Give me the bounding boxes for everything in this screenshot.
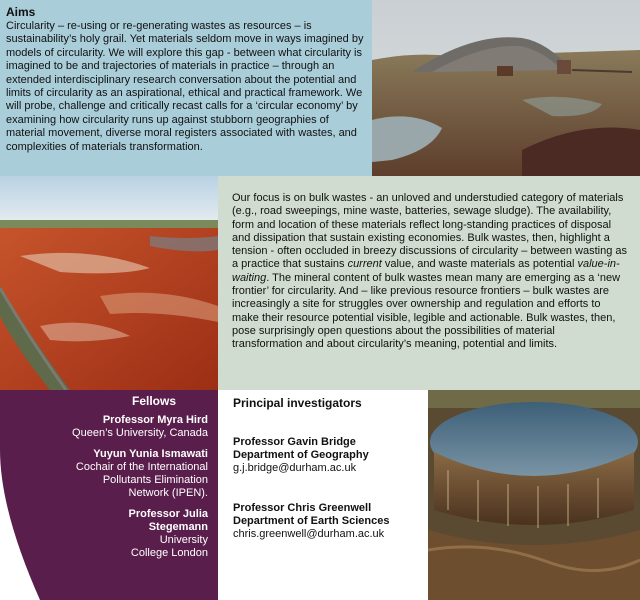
- fellow-affiliation: University College London: [130, 534, 208, 559]
- investigators-panel: [218, 390, 428, 600]
- fellow-name: Professor Myra Hird: [102, 414, 208, 426]
- focus-body: [232, 192, 628, 352]
- focus-text-2: value, and waste materials as potential: [381, 258, 578, 271]
- investigator-email[interactable]: g.j.bridge@durham.ac.uk: [233, 462, 357, 474]
- red-tailings-photo: [0, 176, 218, 390]
- fellows-title: Fellows: [131, 394, 176, 408]
- fellow-affiliation: Cochair of the International Pollutants Elimination Network (IPEN).: [75, 461, 208, 499]
- overflow-pond-photo: [428, 390, 640, 600]
- investigator-department: Department of Geography: [233, 449, 369, 461]
- aims-panel: [0, 0, 372, 176]
- aims-body: Circularity – re-using or re-generating wastes as resources – is sustainability’s holy grail. Yet materials seldom move in ways imagined by models of circularity. We will explore this gap - between what circularity is imagined to be and trajectories of materials in practice – through an extended interdisciplinary research conversation about the potential and limits of circularity as an aspirational, ethical and practical framework. We will probe, challenge and critically recast calls for a ‘circular economy’ by examining how circularity runs up against stubborn geographies of material movement, diverse moral registers associated with wastes, and complexities of materials transformation.: [6, 20, 364, 153]
- investigator-name: Professor Gavin Bridge: [233, 436, 356, 448]
- focus-text-1: Our focus is on bulk wastes - an unloved and understudied category of materials (e.g., road sweepings, mine waste, batteries, sewage sludge). The availability, form and location of these materials reflect long-standing practices of disposal and dissipation that sustain existing economies. Bulk wastes, then, highlight a tension - often occluded in breezy discussions of circularity – between wasting as a practice that sustains: [232, 192, 627, 271]
- fellow-affiliation: Queen’s University, Canada: [72, 427, 208, 439]
- investigators-title: Principal investigators: [233, 396, 362, 410]
- focus-emphasis-value-in-waiting: value-in-waiting: [232, 258, 620, 284]
- investigator-department: Department of Earth Sciences: [233, 515, 390, 527]
- investigator-email[interactable]: chris.greenwell@durham.ac.uk: [233, 528, 385, 540]
- fellow-name: Yuyun Yunia Ismawati: [93, 448, 208, 460]
- fellows-panel: [0, 390, 218, 600]
- aims-heading: Aims: [6, 5, 36, 19]
- focus-panel: [218, 176, 640, 390]
- focus-text-3: . The mineral content of bulk wastes mean many are emerging as a ‘new frontier’ for circularity. And – like previous resource frontiers – bulk wastes are increasingly a site for struggles over ownership and regulation and efforts to make their resource potential visible, legible and actionable. Bulk wastes, then, pose surprisingly open questions about the possibilities of material transformation and about circularity’s meaning, potential and limits.: [232, 271, 621, 351]
- mine-waste-photo: [372, 0, 640, 176]
- fellow-name: Professor Julia Stegemann: [128, 508, 208, 533]
- investigator-name: Professor Chris Greenwell: [233, 502, 372, 514]
- focus-emphasis-current: current: [347, 258, 382, 271]
